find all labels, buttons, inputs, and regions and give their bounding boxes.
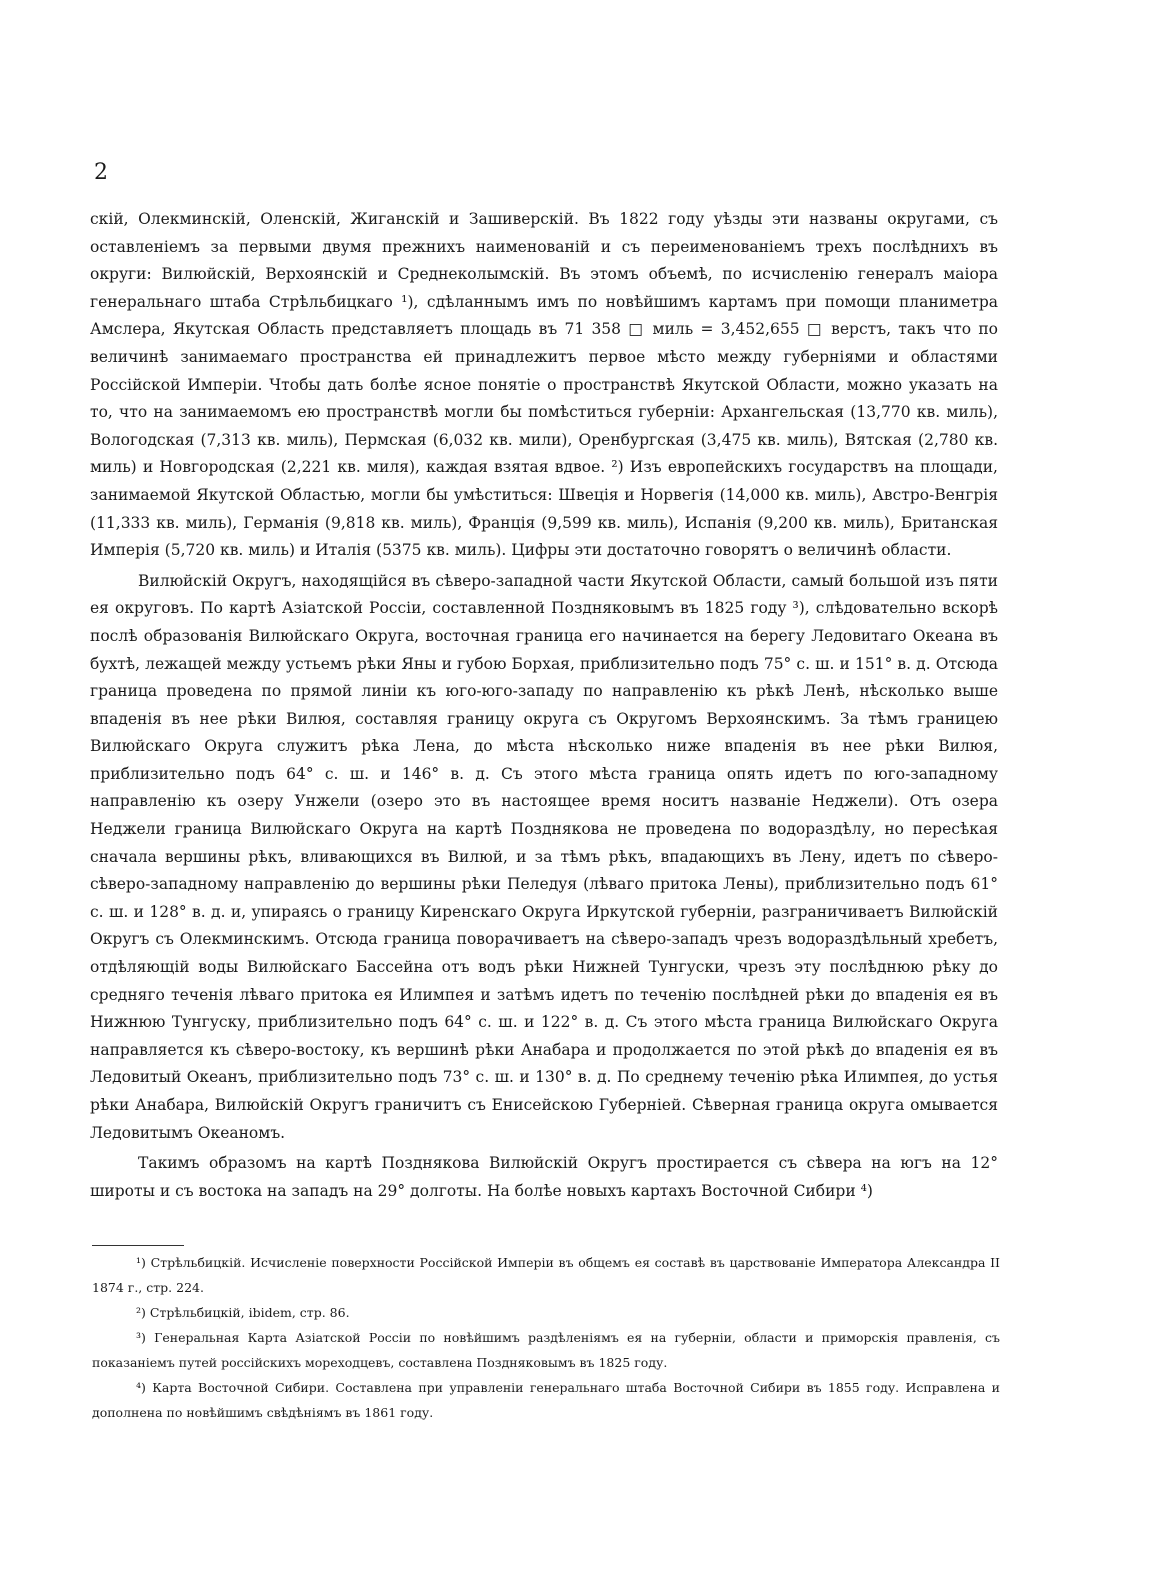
body-text [90,206,998,1208]
paragraph: скій, Олекминскій, Оленскій, Жиганскій и Зашиверскій. Въ 1822 году уѣзды эти названы округами, съ оставленіемъ за первыми двумя прежнихъ наименованій и съ переименованіемъ трехъ послѣднихъ въ округи: Вилюйскій, Верхоянскій и Среднеколымскій. Въ этомъ объемѣ, по исчисленію генералъ маіора генеральнаго штаба Стрѣльбицкаго ¹), сдѣланнымъ имъ по новѣйшимъ картамъ при помощи планиметра Амслера, Якутская Область представляетъ площадь въ 71 358 □ миль = 3,452,655 □ верстъ, такъ что по величинѣ занимаемаго пространства ей принадлежитъ первое мѣсто между губерніями и областями Россійской Имперіи. Чтобы дать болѣе ясное понятіе о пространствѣ Якутской Области, можно указать на то, что на занимаемомъ ею пространствѣ могли бы помѣститься губерніи: Архангельская (13,770 кв. миль), Вологодская (7,313 кв. миль), Пермская (6,032 кв. мили), Оренбургская (3,475 кв. миль), Вятская (2,780 кв. миль) и Новгородская (2,221 кв. миля), каждая взятая вдвое. ²) Изъ европейскихъ государствъ на площади, занимаемой Якутской Областью, могли бы умѣститься: Швеція и Норвегія (14,000 кв. миль), Австро-Венгрія (11,333 кв. миль), Германія (9,818 кв. миль), Франція (9,599 кв. миль), Испанія (9,200 кв. миль), Британская Имперія (5,720 кв. миль) и Италія (5375 кв. миль). Цифры эти достаточно говорятъ о величинѣ области. [90,210,998,560]
page-number: 2 [94,160,108,185]
paragraph: Такимъ образомъ на картѣ Позднякова Вилюйскій Округъ простирается съ сѣвера на югъ на 12° широты и съ востока на западъ на 29° долготы. На болѣе новыхъ картахъ Восточной Сибири ⁴) [90,1154,998,1200]
footnotes [92,1250,1000,1425]
footnote-divider [92,1245,184,1246]
footnote: ³) Генеральная Карта Азіатской Россіи по новѣйшимъ раздѣленіямъ ея на губерніи, области и приморскія правленія, съ показаніемъ путей россійскихъ мореходцевъ, составлена Поздняковымъ въ 1825 году. [92,1330,1000,1370]
footnote: ⁴) Карта Восточной Сибири. Составлена при управленіи генеральнаго штаба Восточной Сибири въ 1855 году. Исправлена и дополнена по новѣйшимъ свѣдѣніямъ въ 1861 году. [92,1380,1000,1420]
footnote: ²) Стрѣльбицкій, ibidem, стр. 86. [136,1305,350,1320]
footnote: ¹) Стрѣльбицкій. Исчисленіе поверхности Россійской Имперіи въ общемъ ея составѣ въ царствованіе Императора Александра II 1874 г., стр. 224. [92,1255,1000,1295]
paragraph: Вилюйскій Округъ, находящійся въ сѣверо-западной части Якутской Области, самый большой изъ пяти ея округовъ. По картѣ Азіатской Россіи, составленной Поздняковымъ въ 1825 году ³), слѣдовательно вскорѣ послѣ образованія Вилюйскаго Округа, восточная граница его начинается на берегу Ледовитаго Океана въ бухтѣ, лежащей между устьемъ рѣки Яны и губою Борхая, приблизительно подъ 75° с. ш. и 151° в. д. Отсюда граница проведена по прямой линіи къ юго-юго-западу по направленію къ рѣкѣ Ленѣ, нѣсколько выше впаденія въ нее рѣки Вилюя, составляя границу округа съ Округомъ Верхоянскимъ. За тѣмъ границею Вилюйскаго Округа служитъ рѣка Лена, до мѣста нѣсколько ниже впаденія въ нее рѣки Вилюя, приблизительно подъ 64° с. ш. и 146° в. д. Съ этого мѣста граница опять идетъ по юго-западному направленію къ озеру Унжели (озеро это въ настоящее время носитъ названіе Неджели). Отъ озера Неджели граница Вилюйскаго Округа на картѣ Позднякова не проведена по водораздѣлу, но пересѣкая сначала вершины рѣкъ, вливающихся въ Вилюй, и за тѣмъ рѣкъ, впадающихъ въ Лену, идетъ по сѣверо-сѣверо-западному направленію до вершины рѣки Пеледуя (лѣваго притока Лены), приблизительно подъ 61° с. ш. и 128° в. д. и, упираясь о границу Киренскаго Округа Иркутской губерніи, разграничиваетъ Вилюйскій Округъ съ Олекминскимъ. Отсюда граница поворачиваетъ на сѣверо-западъ чрезъ водораздѣльный хребетъ, отдѣляющій воды Вилюйскаго Бассейна отъ водъ рѣки Нижней Тунгуски, чрезъ эту послѣднюю рѣку до средняго теченія лѣваго притока ея Илимпея и затѣмъ идетъ по теченію послѣдней рѣки до впаденія ея въ Нижнюю Тунгуску, приблизительно подъ 64° с. ш. и 122° в. д. Съ этого мѣста граница Вилюйскаго Округа направляется къ сѣверо-востоку, къ вершинѣ рѣки Анабара и продолжается по этой рѣкѣ до впаденія ея въ Ледовитый Океанъ, приблизительно подъ 73° с. ш. и 130° в. д. По среднему теченію рѣка Илимпея, до устья рѣки Анабара, Вилюйскій Округъ граничитъ съ Енисейскою Губерніей. Сѣверная граница округа омывается Ледовитымъ Океаномъ. [90,571,998,1142]
